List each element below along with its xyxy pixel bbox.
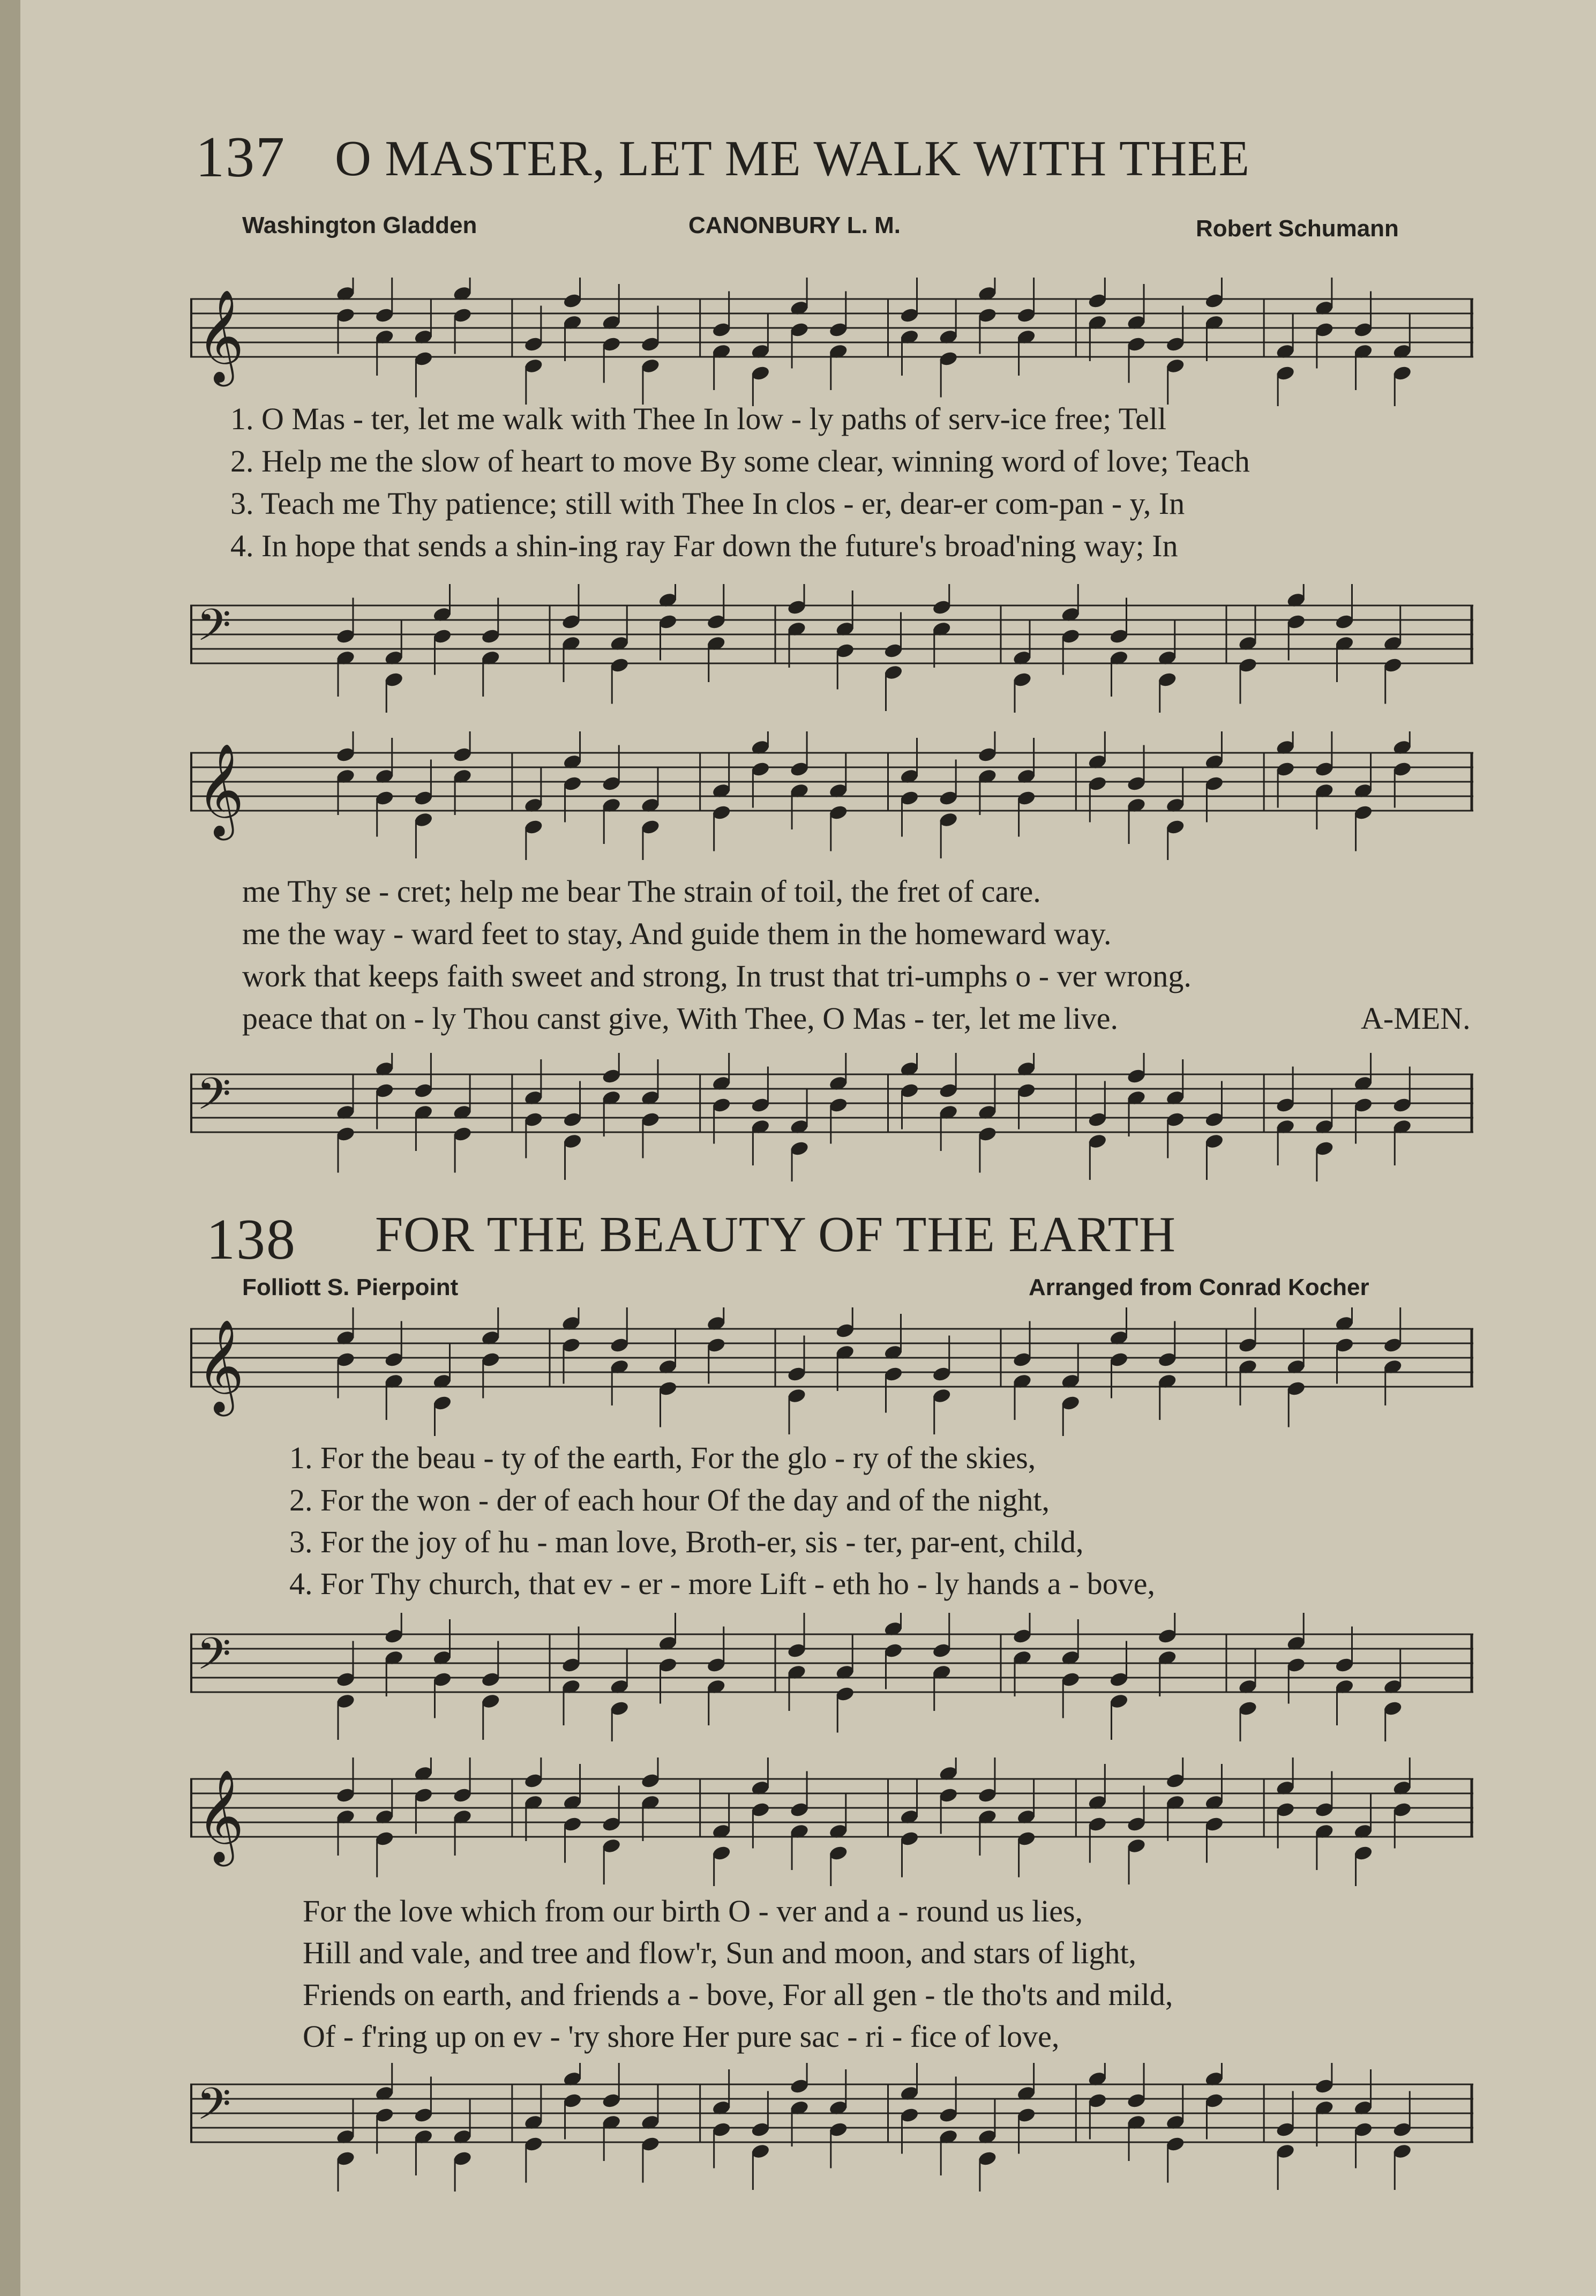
hymn-author: Washington Gladden: [242, 212, 477, 238]
lyric-line: 2. For the won - der of each hour Of the day and of the night,: [289, 1483, 1050, 1517]
hymn-138-bass-staff-system-1: [190, 1613, 1473, 1741]
hymn-138-treble-staff-system-2: [190, 1757, 1473, 1886]
lyric-line: For the love which from our birth O - ver and a - round us lies,: [303, 1894, 1083, 1928]
lyric-line: 3. For the joy of hu - man love, Broth-er, sis - ter, par-ent, child,: [289, 1524, 1084, 1559]
lyric-line: peace that on - ly Thou canst give, With Thee, O Mas - ter, let me live.: [242, 1001, 1118, 1036]
hymn-137-treble-staff-system-1: [190, 278, 1473, 406]
hymn-138-treble-staff-system-1: [190, 1307, 1473, 1436]
lyric-line: Friends on earth, and friends a - bove, For all gen - tle tho'ts and mild,: [303, 1977, 1173, 2012]
hymn-137-bass-staff-system-2: [190, 1053, 1473, 1181]
svg-text:𝄢: 𝄢: [197, 2078, 231, 2141]
lyric-line: 3. Teach me Thy patience; still with Thee In clos - er, dear-er com-pan - y, In: [230, 486, 1185, 521]
lyric-line: me the way - ward feet to stay, And guide them in the homeward way.: [242, 916, 1112, 951]
hymn-author: Folliott S. Pierpoint: [242, 1274, 459, 1300]
hymn-number: 137: [196, 125, 286, 189]
hymn-composer: Arranged from Conrad Kocher: [1029, 1274, 1369, 1300]
lyric-line: work that keeps faith sweet and strong, In trust that tri-umphs o - ver wrong.: [242, 959, 1192, 993]
hymn-137-treble-staff-system-2: [190, 731, 1473, 860]
lyric-line: Of - f'ring up on ev - 'ry shore Her pure sac - ri - fice of love,: [303, 2019, 1060, 2054]
svg-text:𝄞: 𝄞: [197, 743, 244, 836]
hymn-137-bass-staff-system-1: [190, 584, 1473, 713]
hymn-title: FOR THE BEAUTY OF THE EARTH: [375, 1207, 1176, 1262]
lyric-line: 1. O Mas - ter, let me walk with Thee In low - ly paths of serv-ice free; Tell: [230, 401, 1167, 436]
hymn-138-bass-staff-system-2: [190, 2063, 1473, 2192]
amen: A-MEN.: [1361, 1001, 1471, 1036]
lyric-line: 4. In hope that sends a shin-ing ray Far down the future's broad'ning way; In: [230, 528, 1178, 563]
lyric-line: Hill and vale, and tree and flow'r, Sun and moon, and stars of light,: [303, 1935, 1137, 1970]
svg-text:𝄢: 𝄢: [197, 599, 231, 662]
lyric-line: 2. Help me the slow of heart to move By some clear, winning word of love; Teach: [230, 444, 1250, 478]
svg-text:𝄢: 𝄢: [197, 1628, 231, 1691]
svg-text:𝄞: 𝄞: [197, 1769, 244, 1863]
svg-text:𝄢: 𝄢: [197, 1068, 231, 1131]
svg-text:𝄞: 𝄞: [197, 1319, 244, 1412]
hymn-composer: Robert Schumann: [1196, 215, 1399, 242]
hymn-title: O MASTER, LET ME WALK WITH THEE: [335, 131, 1250, 186]
lyric-line: 1. For the beau - ty of the earth, For the glo - ry of the skies,: [289, 1440, 1036, 1475]
binding-edge: [0, 0, 20, 2296]
tune-name: CANONBURY L. M.: [688, 212, 901, 238]
svg-text:𝄞: 𝄞: [197, 289, 244, 383]
lyric-line: me Thy se - cret; help me bear The strain of toil, the fret of care.: [242, 874, 1041, 909]
lyric-line: 4. For Thy church, that ev - er - more Lift - eth ho - ly hands a - bove,: [289, 1566, 1156, 1601]
hymn-number: 138: [206, 1208, 296, 1272]
